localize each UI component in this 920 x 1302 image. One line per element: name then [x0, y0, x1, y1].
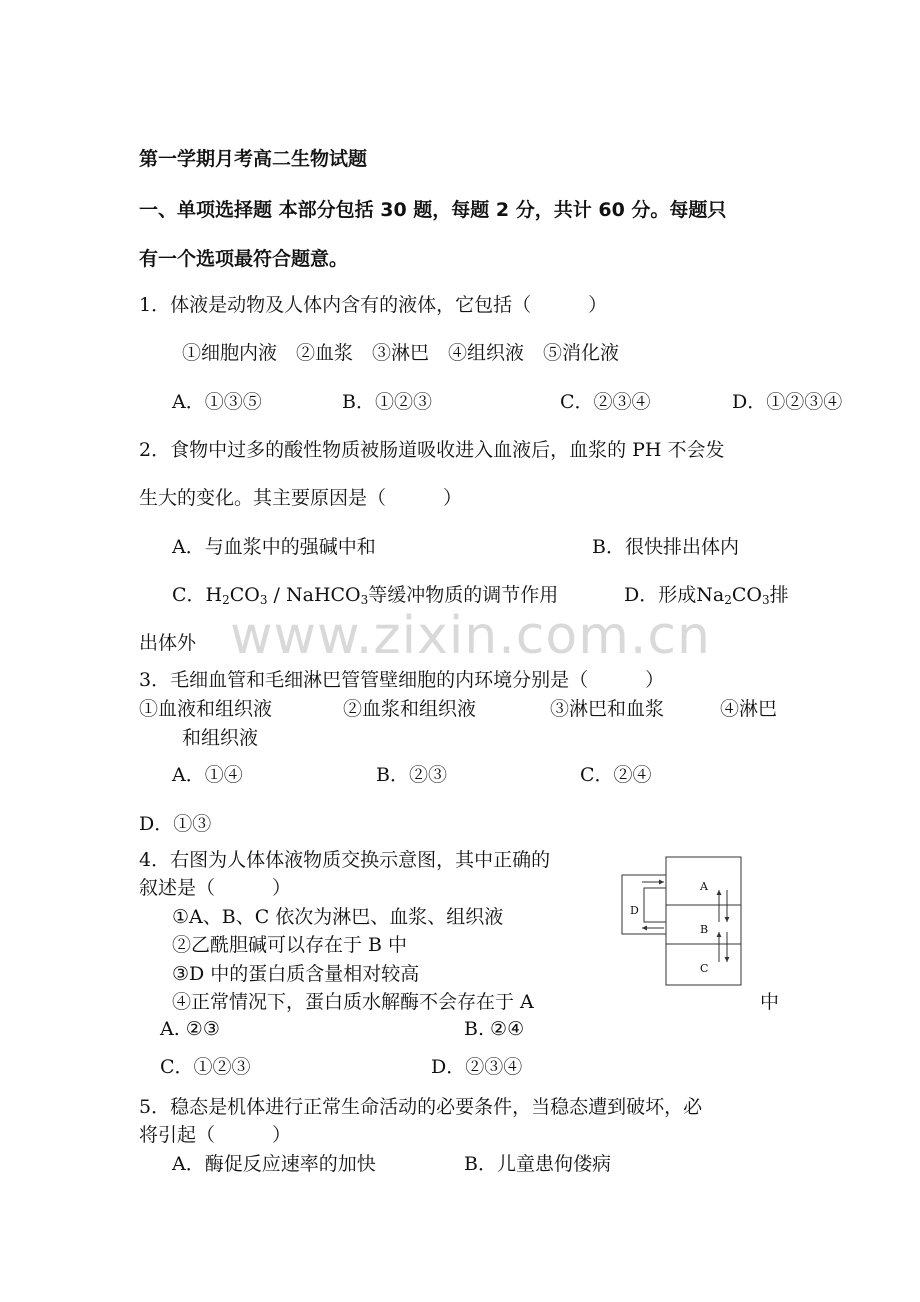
q2-option-b: B．很快排出体内: [592, 536, 739, 558]
q3-option-d: D．①③: [139, 813, 212, 835]
q4-item-3: ③D 中的蛋白质含量相对较高: [172, 963, 420, 985]
q3-option-c: C．②④: [580, 764, 652, 786]
section-heading-line2: 有一个选项最符合题意。: [139, 248, 349, 270]
q4-stem-line1: 4．右图为人体体液物质交换示意图，其中正确的: [139, 849, 551, 871]
diagram-label-b: B: [700, 923, 709, 936]
q4-option-b: B. ②④: [464, 1018, 525, 1040]
q5-option-b: B．儿童患佝偻病: [464, 1153, 611, 1175]
q2-stem-line2: 生大的变化。其主要原因是（ ）: [139, 487, 463, 509]
diagram-label-d: D: [630, 904, 639, 917]
q3-option-b: B．②③: [376, 764, 447, 786]
q4-item-2: ②乙酰胆碱可以存在于 B 中: [172, 934, 408, 956]
q5-option-a: A．酶促反应速率的加快: [172, 1153, 376, 1175]
q4-stem-line2: 叙述是（ ）: [139, 877, 292, 899]
q1-option-c: C．②③④: [560, 391, 651, 413]
q3-item-2: ②血浆和组织液: [343, 698, 477, 720]
fluid-exchange-diagram: [620, 856, 746, 990]
diagram-label-a: A: [700, 880, 708, 893]
q2-option-c: C．$H_2CO_3$ / NaHCO$_3$等缓冲物质的调节作用: [172, 584, 559, 607]
q1-option-b: B．①②③: [342, 391, 432, 413]
q2-stem-line1: 2．食物中过多的酸性物质被肠道吸收进入血液后，血浆的 PH 不会发: [139, 439, 725, 461]
q4-item-4: ④正常情况下，蛋白质水解酶不会存在于 A: [172, 991, 534, 1013]
q1-items: ①细胞内液 ②血浆 ③淋巴 ④组织液 ⑤消化液: [182, 342, 620, 364]
q1-option-a: A．①③⑤: [172, 391, 262, 413]
q4-item-4-tail: 中: [760, 991, 780, 1013]
q3-item-1: ①血液和组织液: [139, 698, 273, 720]
q4-option-a: A. ②③: [160, 1018, 220, 1040]
diagram-inner-box: [644, 888, 666, 922]
diagram-label-c: C: [700, 962, 709, 975]
q3-item-4: ④淋巴: [720, 698, 778, 720]
q4-item-1: ①A、B、C 依次为淋巴、血浆、组织液: [172, 906, 504, 928]
q3-item-4-continued: 和组织液: [182, 727, 259, 749]
q3-stem: 3．毛细血管和毛细淋巴管管壁细胞的内环境分别是（ ）: [139, 669, 665, 691]
q5-stem-line2: 将引起（ ）: [139, 1124, 292, 1146]
q4-option-c: C．①②③: [160, 1056, 251, 1078]
q2-option-d-continued: 出体外: [139, 632, 197, 654]
q3-item-3: ③淋巴和血浆: [550, 698, 665, 720]
q2-option-d: D．形成$Na_2CO_3$排: [624, 584, 789, 607]
q3-option-a: A．①④: [172, 764, 243, 786]
section-heading-line1: 一、单项选择题 本部分包括 30 题，每题 2 分，共计 60 分。每题只: [139, 199, 727, 221]
q1-stem: 1．体液是动物及人体内含有的液体，它包括（ ）: [139, 294, 608, 316]
q4-option-d: D．②③④: [431, 1056, 523, 1078]
q5-stem-line1: 5．稳态是机体进行正常生命活动的必要条件，当稳态遭到破坏，必: [139, 1096, 703, 1118]
watermark: www.zixin.com.cn: [230, 606, 711, 666]
q2-option-a: A．与血浆中的强碱中和: [172, 536, 376, 558]
q1-option-d: D．①②③④: [732, 391, 843, 413]
diagram-outline: [622, 857, 741, 985]
page-title: 第一学期月考高二生物试题: [139, 148, 368, 170]
